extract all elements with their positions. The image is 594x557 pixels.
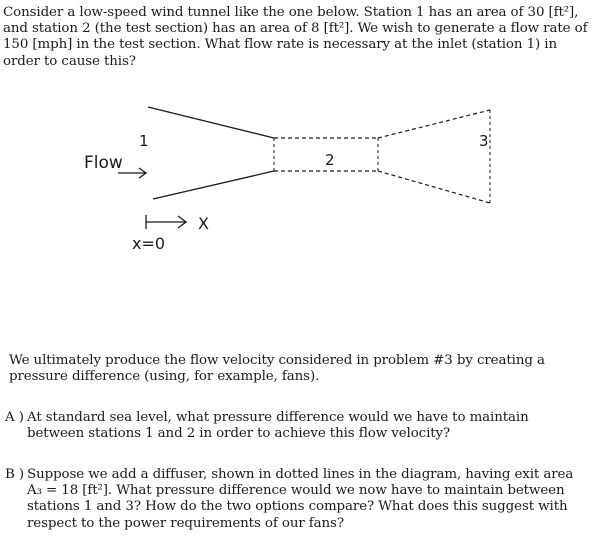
part-b-label: B )	[5, 467, 25, 482]
problem-intro: Consider a low-speed wind tunnel like the one below. Station 1 has an area of 30 [ft²], and station 2 (the test section) has an area of 8 [ft²]. We wish to generate a flow rate of 150 [mph] in the test section. What flow rate is necessary at the inlet (station 1) in order to cause this?	[3, 5, 588, 69]
diffuser-bottom-wall	[378, 171, 490, 203]
station-3-label: 3	[479, 132, 489, 150]
origin-label: x=0	[132, 234, 166, 253]
x-axis-arrow-icon	[146, 215, 186, 229]
contraction-bottom-wall	[153, 171, 274, 199]
part-b-first-line	[5, 467, 590, 483]
part-b-line1: Suppose we add a diffuser, shown in dotted lines in the diagram, having exit area	[27, 467, 574, 482]
flow-label: Flow	[84, 153, 123, 173]
part-a-text: between stations 1 and 2 in order to achieve this flow velocity?	[27, 426, 451, 442]
contraction-top-wall	[148, 107, 274, 138]
part-b	[5, 467, 590, 532]
station-1-label: 1	[139, 132, 149, 150]
part-a-label: A )	[5, 410, 24, 425]
pressure-paragraph: We ultimately produce the flow velocity considered in problem #3 by creating a pressure difference (using, for example, fans).	[9, 353, 545, 385]
x-axis-label: X	[198, 214, 209, 233]
station-2-label: 2	[325, 151, 335, 169]
part-a	[5, 410, 590, 442]
part-b-text: A₃ = 18 [ft²]. What pressure difference would we now have to maintain between stations 1 and 3? How do the two options compare? What does this suggest with respect to the power requirements of our fans?	[27, 483, 568, 531]
part-a-line1: At standard sea level, what pressure difference would we have to maintain	[27, 410, 529, 425]
part-a-first-line	[5, 410, 590, 426]
wind-tunnel-diagram	[0, 95, 594, 265]
diffuser-top-wall	[378, 110, 490, 138]
